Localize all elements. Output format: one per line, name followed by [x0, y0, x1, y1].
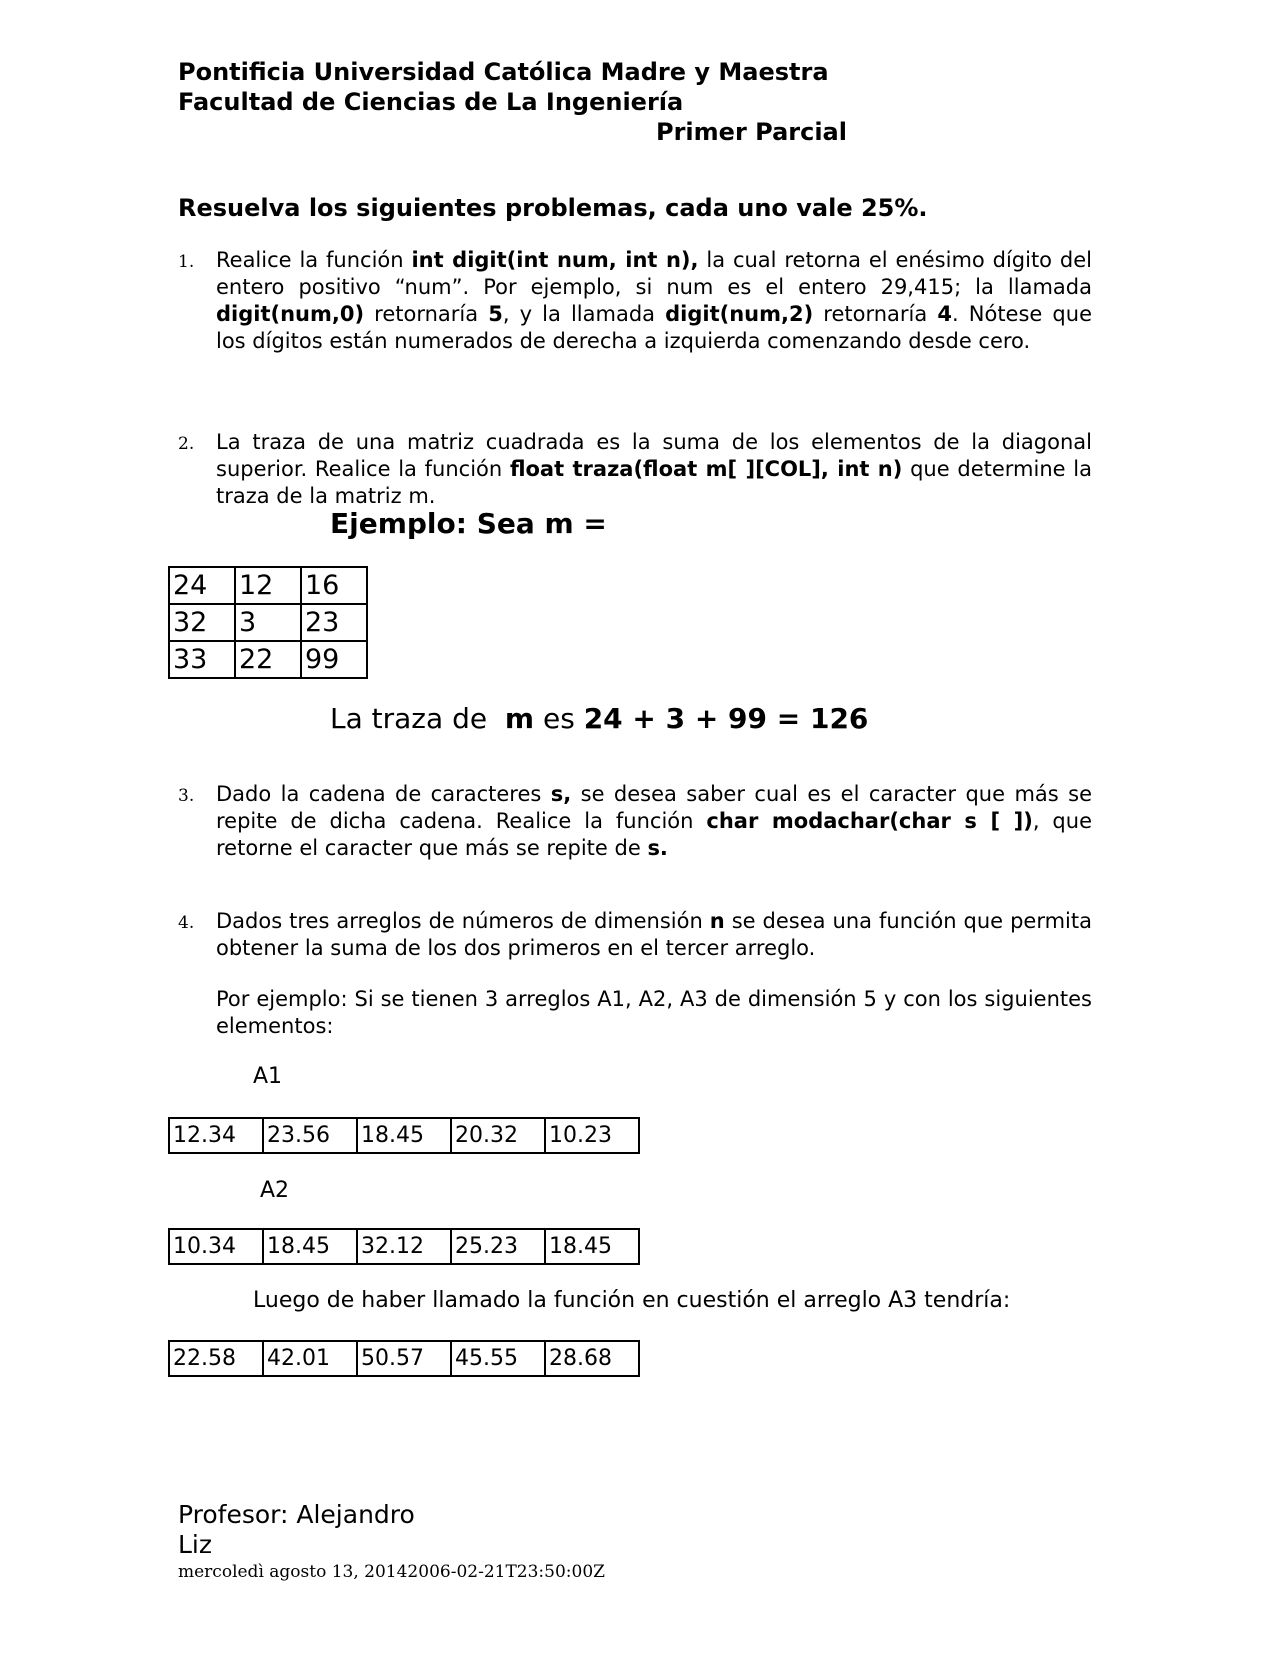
array-cell: 18.45 [545, 1229, 639, 1264]
matrix-cell: 33 [169, 641, 235, 678]
problem-2-text: La traza de una matriz cuadrada es la suma de los elementos de la diagonal superior. Realice la función float traza(float m[ ][COL], int n) que determine la traza de la matriz m. [216, 430, 1092, 508]
matrix-cell: 22 [235, 641, 301, 678]
instructions: Resuelva los siguientes problemas, cada uno vale 25%. [178, 194, 928, 222]
array-cell: 20.32 [451, 1118, 545, 1153]
array-row [169, 1118, 639, 1153]
array-cell: 28.68 [545, 1341, 639, 1376]
professor-name: Profesor: Alejandro [178, 1500, 415, 1529]
matrix-cell: 24 [169, 567, 235, 604]
footer-date: mercoledì agosto 13, 20142006-02-21T23:50:00Z [178, 1562, 605, 1582]
matrix-cell: 23 [301, 604, 367, 641]
array-cell: 10.23 [545, 1118, 639, 1153]
matrix-cell: 3 [235, 604, 301, 641]
trace-matrix [168, 566, 368, 679]
professor-last-name: Liz [178, 1530, 212, 1559]
problem-3-text: Dado la cadena de caracteres s, se desea saber cual es el caracter que más se repite de dicha cadena. Realice la función char modachar(char s [ ]), que retorne el caracter que más se repite de s. [216, 782, 1092, 860]
array-cell: 25.23 [451, 1229, 545, 1264]
faculty-name: Facultad de Ciencias de La Ingeniería [178, 88, 684, 116]
array-a1 [168, 1117, 640, 1154]
matrix-cell: 12 [235, 567, 301, 604]
array-a2 [168, 1228, 640, 1265]
matrix-cell: 32 [169, 604, 235, 641]
array-cell: 10.34 [169, 1229, 263, 1264]
array-row [169, 1341, 639, 1376]
array-cell: 32.12 [357, 1229, 451, 1264]
array-cell: 22.58 [169, 1341, 263, 1376]
problem-4-example: Por ejemplo: Si se tienen 3 arreglos A1, A2, A3 de dimensión 5 y con los siguientes elementos: [216, 987, 1092, 1038]
matrix-row [169, 641, 367, 678]
problem-4-text: Dados tres arreglos de números de dimensión n se desea una función que permita obtener la suma de los dos primeros en el tercer arreglo. [216, 909, 1092, 960]
problem-1-text: Realice la función int digit(int num, int n), la cual retorna el enésimo dígito del entero positivo “num”. Por ejemplo, si num es el entero 29,415; la llamada digit(num,0) retornaría 5, y la llamada digit(num,2) retornaría 4. Nótese que los dígitos están numerados de derecha a izquierda comenzando desde cero. [216, 248, 1092, 353]
university-name: Pontificia Universidad Católica Madre y Maestra [178, 58, 829, 86]
exam-title: Primer Parcial [656, 118, 847, 146]
matrix-row [169, 604, 367, 641]
array-cell: 23.56 [263, 1118, 357, 1153]
problem-4-number: 4. [178, 913, 195, 933]
array-cell: 45.55 [451, 1341, 545, 1376]
problem-2-number: 2. [178, 434, 195, 454]
example-label: Ejemplo: Sea m = [330, 507, 607, 540]
a1-label: A1 [253, 1064, 283, 1089]
matrix-row [169, 567, 367, 604]
array-cell: 18.45 [263, 1229, 357, 1264]
array-cell: 12.34 [169, 1118, 263, 1153]
after-call-text: Luego de haber llamado la función en cuestión el arreglo A3 tendría: [253, 1288, 1011, 1313]
matrix-cell: 16 [301, 567, 367, 604]
array-cell: 42.01 [263, 1341, 357, 1376]
array-cell: 50.57 [357, 1341, 451, 1376]
matrix-cell: 99 [301, 641, 367, 678]
array-a3 [168, 1340, 640, 1377]
a2-label: A2 [260, 1178, 290, 1203]
problem-1-number: 1. [178, 252, 195, 272]
trace-result: La traza de m es 24 + 3 + 99 = 126 [330, 702, 869, 735]
array-row [169, 1229, 639, 1264]
array-cell: 18.45 [357, 1118, 451, 1153]
problem-3-number: 3. [178, 786, 195, 806]
